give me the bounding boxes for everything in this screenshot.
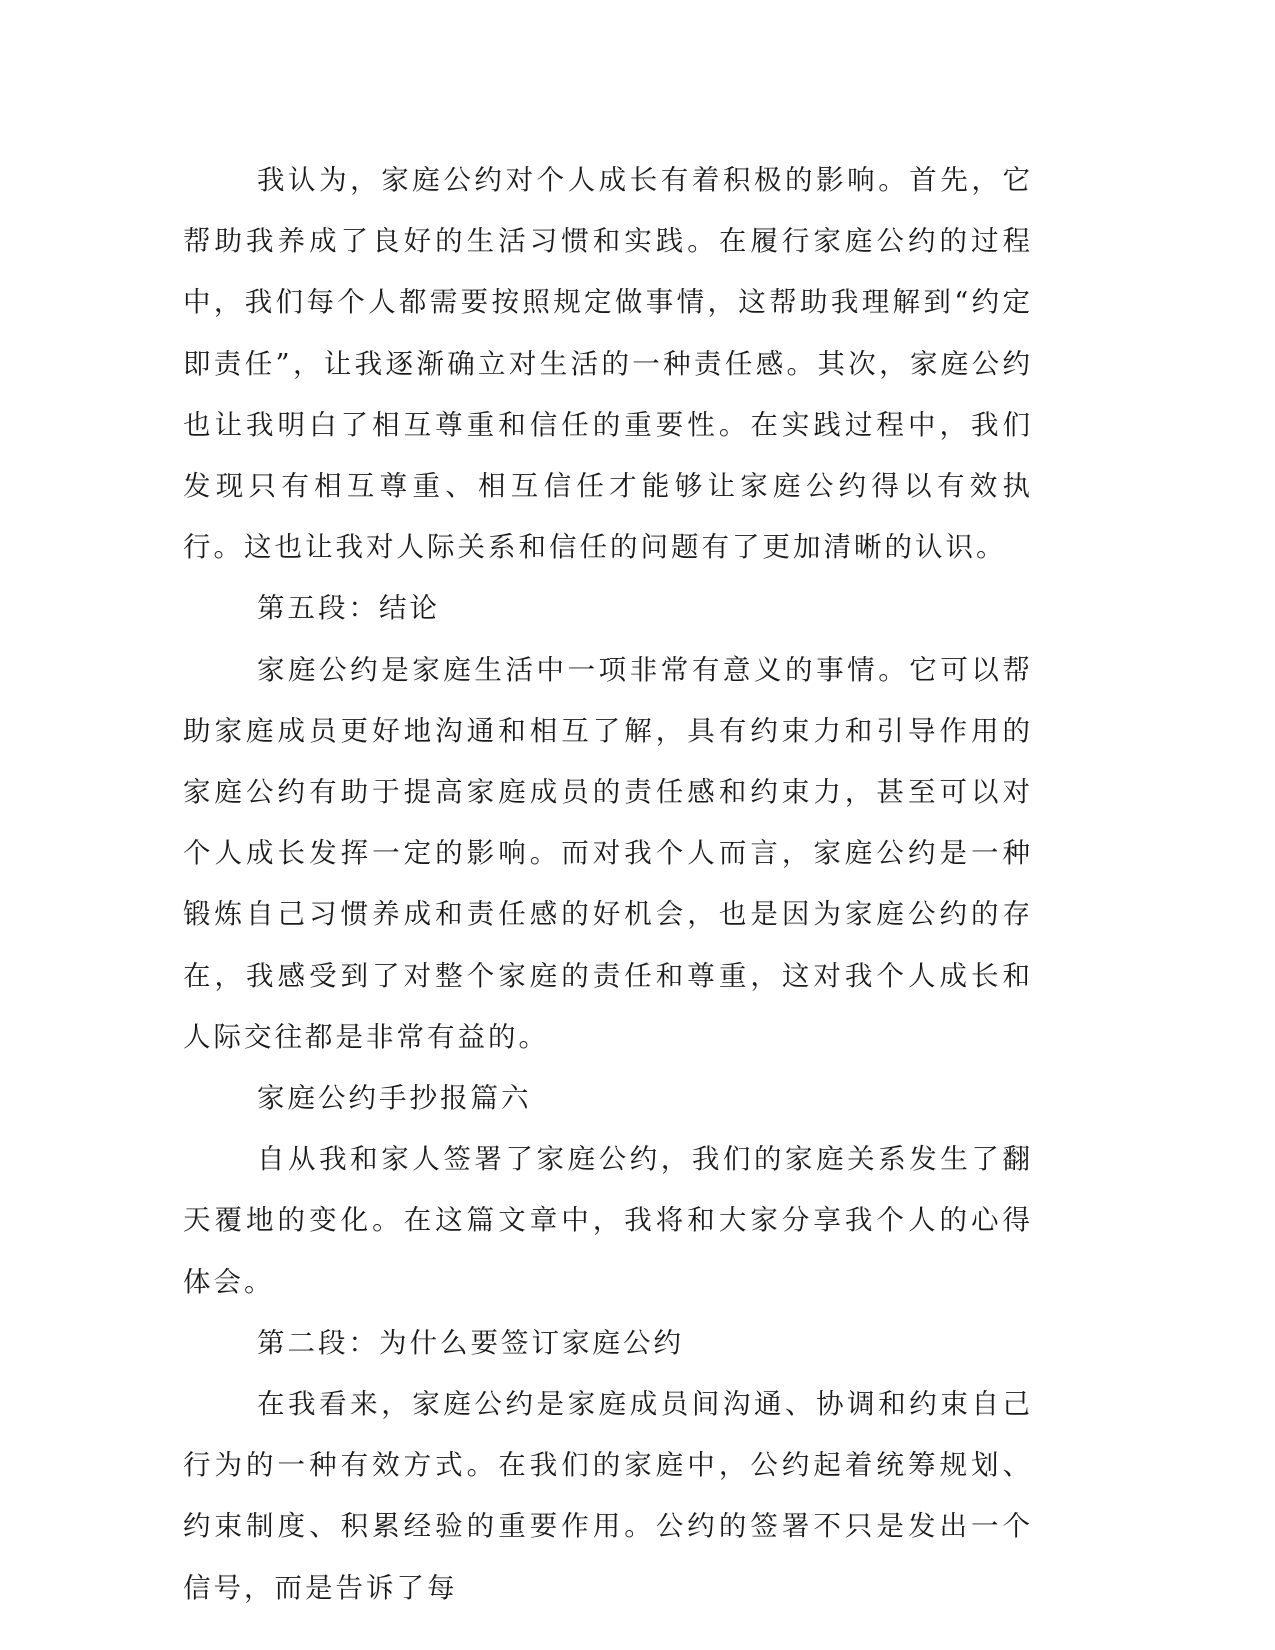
section-heading-conclusion: 第五段：结论 — [257, 592, 440, 625]
paragraph-intro: 自从我和家人签署了家庭公约，我们的家庭关系发生了翻天覆地的变化。在这篇文章中，我将和大家分享我个人的心得体会。 — [183, 1143, 1033, 1298]
article-title-part-six: 家庭公约手抄报篇六 — [257, 1082, 532, 1115]
paragraph-conclusion: 家庭公约是家庭生活中一项非常有意义的事情。它可以帮助家庭成员更好地沟通和相互了解，具有约束力和引导作用的家庭公约有助于提高家庭成员的责任感和约束力，甚至可以对个人成长发挥一定的影响。而对我个人而言，家庭公约是一种锻炼自己习惯养成和责任感的好机会，也是因为家庭公约的存在，我感受到了对整个家庭的责任和尊重，这对我个人成长和人际交往都是非常有益的。 — [183, 653, 1033, 1053]
paragraph-personal-growth: 我认为，家庭公约对个人成长有着积极的影响。首先，它帮助我养成了良好的生活习惯和实践。在履行家庭公约的过程中，我们每个人都需要按照规定做事情，这帮助我理解到“约定即责任”，让我逐渐确立对生活的一种责任感。其次，家庭公约也让我明白了相互尊重和信任的重要性。在实践过程中，我们发现只有相互尊重、相互信任才能够让家庭公约得以有效执行。这也让我对人际关系和信任的问题有了更加清晰的认识。 — [183, 164, 1033, 564]
document-body — [183, 150, 1033, 1619]
paragraph-why-sign: 在我看来，家庭公约是家庭成员间沟通、协调和约束自己行为的一种有效方式。在我们的家庭中，公约起着统筹规划、约束制度、积累经验的重要作用。公约的签署不只是发出一个信号，而是告诉了每 — [183, 1388, 1033, 1604]
section-heading-why-sign: 第二段：为什么要签订家庭公约 — [257, 1326, 684, 1359]
